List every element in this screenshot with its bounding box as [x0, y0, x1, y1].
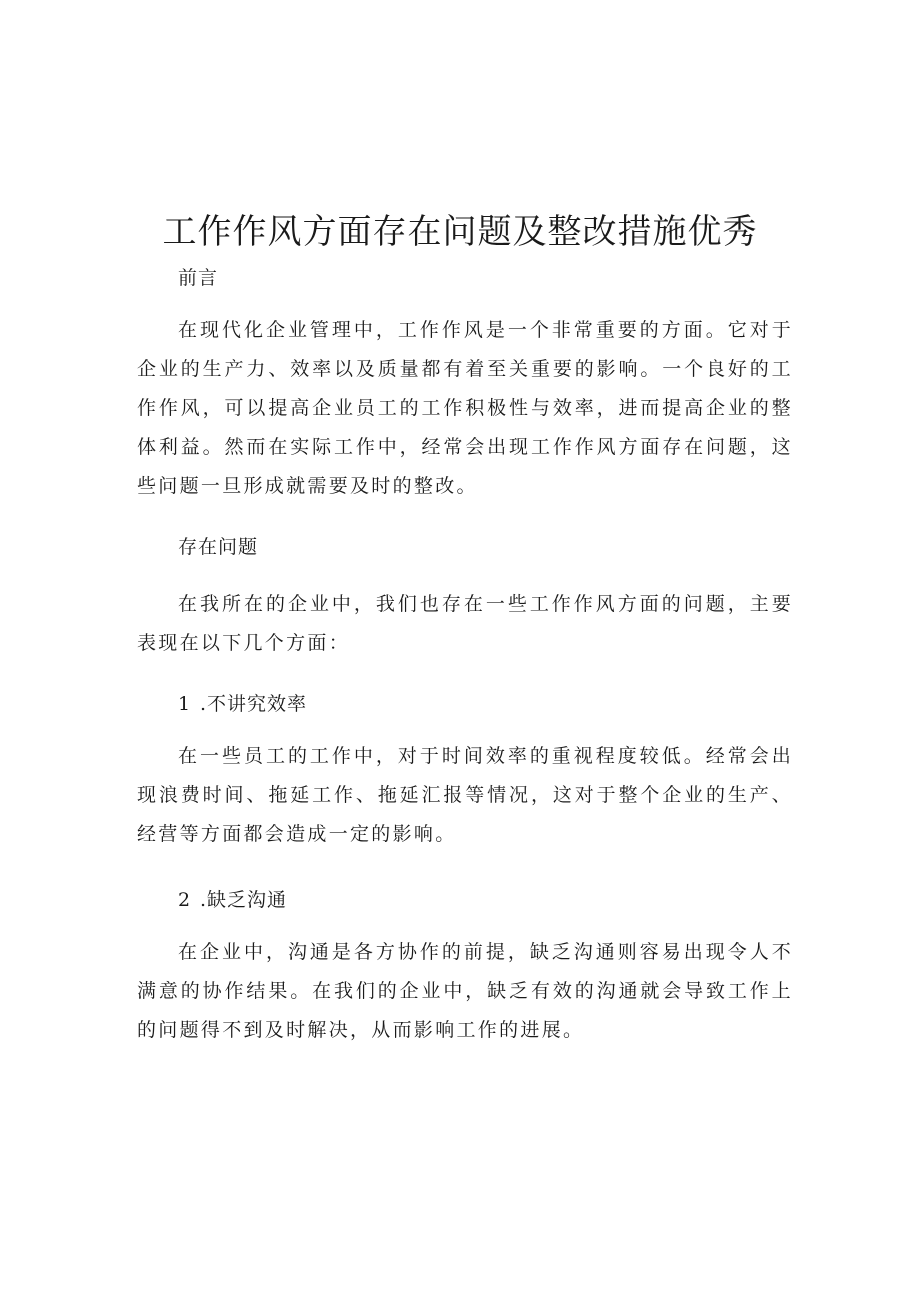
item-2-title: .缺乏沟通 — [200, 889, 288, 911]
preface-heading: 前言 — [178, 267, 219, 289]
item-1-title: .不讲究效率 — [200, 693, 308, 715]
item-2-paragraph: 在企业中，沟通是各方协作的前提，缺乏沟通则容易出现令人不满意的协作结果。在我们的企业中，缺乏有效的沟通就会导致工作上的问题得不到及时解决，从而影响工作的进展。 — [137, 941, 793, 1041]
item-2-number: 2 — [178, 889, 192, 911]
problems-heading: 存在问题 — [178, 536, 259, 558]
document-title: 工作作风方面存在问题及整改措施优秀 — [162, 212, 758, 252]
item-1-number: 1 — [178, 693, 192, 715]
item-2-heading — [178, 884, 287, 916]
item-1-heading — [178, 688, 307, 720]
preface-paragraph: 在现代化企业管理中，工作作风是一个非常重要的方面。它对于企业的生产力、效率以及质量都有着至关重要的影响。一个良好的工作作风，可以提高企业员工的工作积极性与效率，进而提高企业的整体利益。然而在实际工作中，经常会出现工作作风方面存在问题，这些问题一旦形成就需要及时的整改。 — [137, 319, 793, 497]
problems-intro-paragraph: 在我所在的企业中，我们也存在一些工作作风方面的问题，主要表现在以下几个方面： — [137, 593, 793, 654]
item-1-paragraph: 在一些员工的工作中，对于时间效率的重视程度较低。经常会出现浪费时间、拖延工作、拖延汇报等情况，这对于整个企业的生产、经营等方面都会造成一定的影响。 — [137, 745, 793, 845]
